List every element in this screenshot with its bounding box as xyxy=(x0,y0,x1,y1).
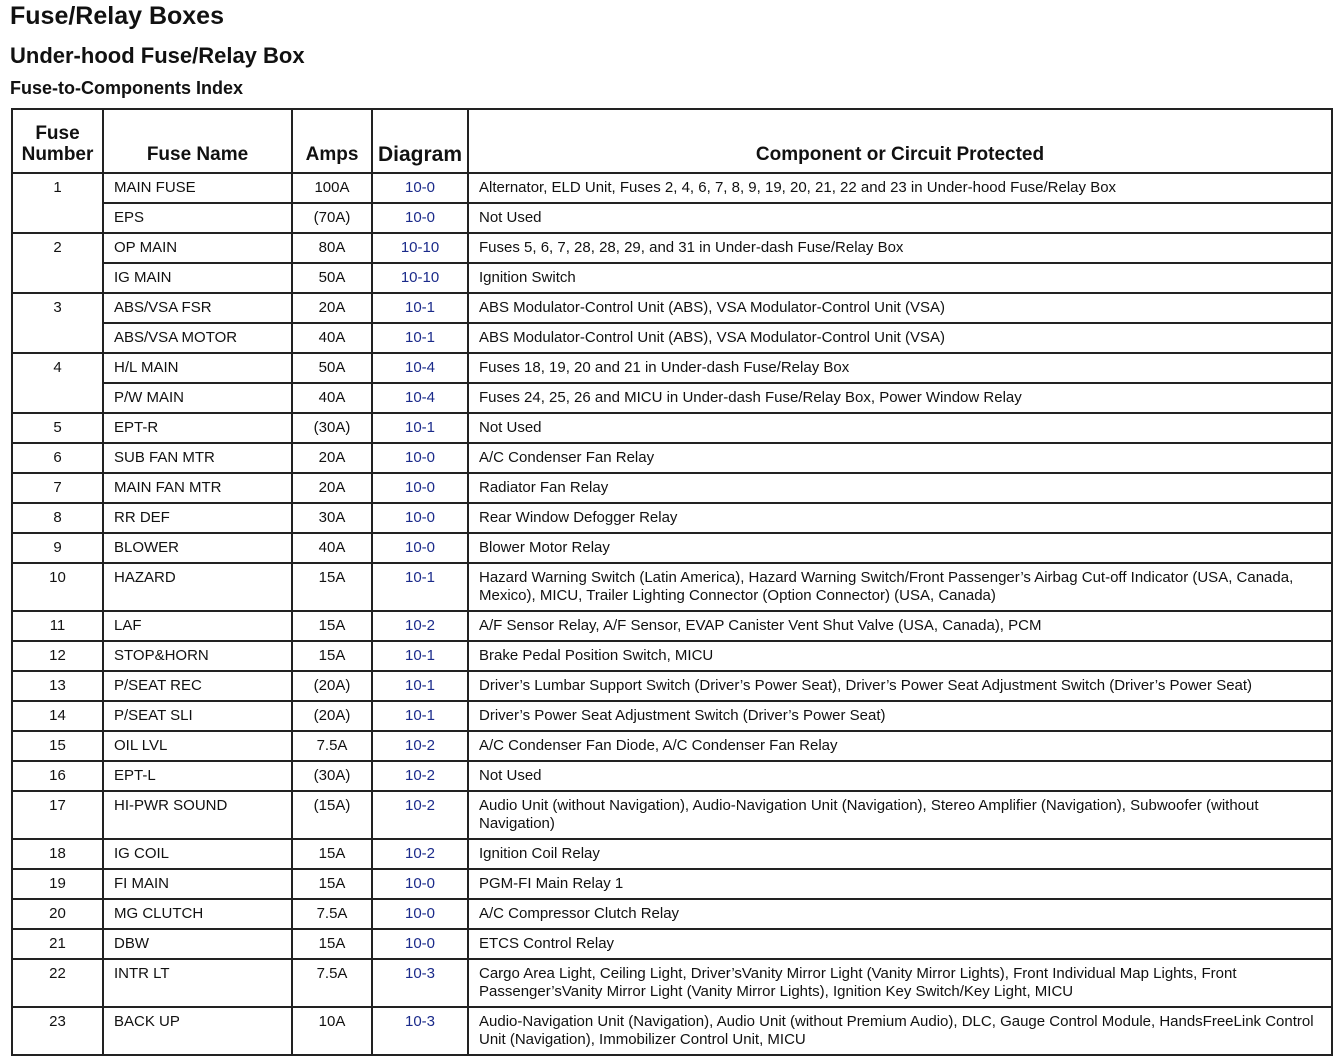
fuse-name-cell: H/L MAIN xyxy=(103,353,292,383)
fuse-name-cell: HAZARD xyxy=(103,563,292,611)
fuse-number-cell: 11 xyxy=(12,611,103,641)
table-row xyxy=(12,563,1332,611)
component-cell: Not Used xyxy=(468,761,1332,791)
amps-cell: 15A xyxy=(292,563,372,611)
amps-cell: (20A) xyxy=(292,701,372,731)
diagram-link[interactable]: 10-0 xyxy=(372,929,468,959)
fuse-number-cell: 4 xyxy=(12,353,103,383)
diagram-link[interactable]: 10-10 xyxy=(372,263,468,293)
component-cell: Blower Motor Relay xyxy=(468,533,1332,563)
fuse-number-cell: 21 xyxy=(12,929,103,959)
fuse-name-cell: SUB FAN MTR xyxy=(103,443,292,473)
component-cell: Driver’s Power Seat Adjustment Switch (Driver’s Power Seat) xyxy=(468,701,1332,731)
table-row xyxy=(12,701,1332,731)
component-cell: Radiator Fan Relay xyxy=(468,473,1332,503)
table-row xyxy=(12,611,1332,641)
diagram-link[interactable]: 10-1 xyxy=(372,323,468,353)
fuse-number-cell: 23 xyxy=(12,1007,103,1055)
diagram-link[interactable]: 10-2 xyxy=(372,839,468,869)
diagram-link[interactable]: 10-2 xyxy=(372,611,468,641)
component-cell: Ignition Switch xyxy=(468,263,1332,293)
component-cell: ETCS Control Relay xyxy=(468,929,1332,959)
table-row xyxy=(12,533,1332,563)
diagram-link[interactable]: 10-10 xyxy=(372,233,468,263)
subsection-title: Fuse-to-Components Index xyxy=(10,78,243,98)
table-row xyxy=(12,203,1332,233)
fuse-number-cell xyxy=(12,203,103,233)
header-fuse-number: Fuse Number xyxy=(12,109,103,173)
fuse-name-cell: P/W MAIN xyxy=(103,383,292,413)
fuse-name-cell: EPT-R xyxy=(103,413,292,443)
diagram-link[interactable]: 10-0 xyxy=(372,173,468,203)
amps-cell: (30A) xyxy=(292,413,372,443)
table-row xyxy=(12,263,1332,293)
amps-cell: 50A xyxy=(292,263,372,293)
amps-cell: (15A) xyxy=(292,791,372,839)
table-row xyxy=(12,443,1332,473)
table-row xyxy=(12,293,1332,323)
table-row xyxy=(12,929,1332,959)
fuse-name-cell: MAIN FAN MTR xyxy=(103,473,292,503)
table-row xyxy=(12,503,1332,533)
fuse-number-cell: 3 xyxy=(12,293,103,323)
table-row xyxy=(12,791,1332,839)
component-cell: Ignition Coil Relay xyxy=(468,839,1332,869)
diagram-link[interactable]: 10-0 xyxy=(372,503,468,533)
component-cell: Not Used xyxy=(468,203,1332,233)
fuse-name-cell: ABS/VSA FSR xyxy=(103,293,292,323)
fuse-number-cell: 2 xyxy=(12,233,103,263)
fuse-name-cell: OIL LVL xyxy=(103,731,292,761)
component-cell: Fuses 18, 19, 20 and 21 in Under-dash Fuse/Relay Box xyxy=(468,353,1332,383)
fuse-number-cell: 14 xyxy=(12,701,103,731)
fuse-number-cell: 19 xyxy=(12,869,103,899)
table-row xyxy=(12,353,1332,383)
component-cell: Audio Unit (without Navigation), Audio-Navigation Unit (Navigation), Stereo Amplifier (Navigation), Subwoofer (without Navigation) xyxy=(468,791,1332,839)
component-cell: Audio-Navigation Unit (Navigation), Audio Unit (without Premium Audio), DLC, Gauge Control Module, HandsFreeLink Control Unit (Navigation), Immobilizer Control Unit, MICU xyxy=(468,1007,1332,1055)
table-row xyxy=(12,323,1332,353)
table-row xyxy=(12,671,1332,701)
fuse-number-cell: 8 xyxy=(12,503,103,533)
fuse-name-cell: EPS xyxy=(103,203,292,233)
amps-cell: 15A xyxy=(292,839,372,869)
fuse-name-cell: DBW xyxy=(103,929,292,959)
amps-cell: 7.5A xyxy=(292,731,372,761)
header-component: Component or Circuit Protected xyxy=(468,109,1332,173)
fuse-name-cell: MAIN FUSE xyxy=(103,173,292,203)
component-cell: Not Used xyxy=(468,413,1332,443)
fuse-number-cell: 16 xyxy=(12,761,103,791)
diagram-link[interactable]: 10-1 xyxy=(372,293,468,323)
diagram-link[interactable]: 10-1 xyxy=(372,641,468,671)
section-title: Under-hood Fuse/Relay Box xyxy=(10,43,305,68)
fuse-index-table xyxy=(11,108,1333,1056)
component-cell: Driver’s Lumbar Support Switch (Driver’s Power Seat), Driver’s Power Seat Adjustment Switch (Driver’s Power Seat) xyxy=(468,671,1332,701)
fuse-name-cell: FI MAIN xyxy=(103,869,292,899)
fuse-number-cell: 20 xyxy=(12,899,103,929)
amps-cell: 100A xyxy=(292,173,372,203)
component-cell: A/C Condenser Fan Relay xyxy=(468,443,1332,473)
component-cell: Hazard Warning Switch (Latin America), Hazard Warning Switch/Front Passenger’s Airbag Cut-off Indicator (USA, Canada, Mexico), MICU, Trailer Lighting Connector (Option Connector) (USA, Canada) xyxy=(468,563,1332,611)
fuse-name-cell: LAF xyxy=(103,611,292,641)
diagram-link[interactable]: 10-2 xyxy=(372,731,468,761)
diagram-link[interactable]: 10-1 xyxy=(372,671,468,701)
fuse-number-cell xyxy=(12,383,103,413)
fuse-name-cell: HI-PWR SOUND xyxy=(103,791,292,839)
table-header-row xyxy=(12,109,1332,173)
header-amps: Amps xyxy=(292,109,372,173)
diagram-link[interactable]: 10-0 xyxy=(372,203,468,233)
fuse-name-cell: MG CLUTCH xyxy=(103,899,292,929)
component-cell: Cargo Area Light, Ceiling Light, Driver’sVanity Mirror Light (Vanity Mirror Lights), Front Individual Map Lights, Front Passenger’sVanity Mirror Light (Vanity Mirror Lights), Ignition Key Switch/Key Light, MICU xyxy=(468,959,1332,1007)
table-row xyxy=(12,473,1332,503)
component-cell: Fuses 5, 6, 7, 28, 28, 29, and 31 in Under-dash Fuse/Relay Box xyxy=(468,233,1332,263)
fuse-number-cell: 6 xyxy=(12,443,103,473)
diagram-link[interactable]: 10-2 xyxy=(372,761,468,791)
amps-cell: 40A xyxy=(292,383,372,413)
table-row xyxy=(12,839,1332,869)
table-row xyxy=(12,173,1332,203)
amps-cell: 7.5A xyxy=(292,899,372,929)
amps-cell: 20A xyxy=(292,293,372,323)
component-cell: A/F Sensor Relay, A/F Sensor, EVAP Canister Vent Shut Valve (USA, Canada), PCM xyxy=(468,611,1332,641)
header-diagram: Diagram xyxy=(372,109,468,173)
diagram-link[interactable]: 10-0 xyxy=(372,899,468,929)
fuse-number-cell xyxy=(12,323,103,353)
fuse-name-cell: BACK UP xyxy=(103,1007,292,1055)
amps-cell: 20A xyxy=(292,443,372,473)
fuse-number-cell: 1 xyxy=(12,173,103,203)
diagram-link[interactable]: 10-1 xyxy=(372,413,468,443)
amps-cell: (70A) xyxy=(292,203,372,233)
amps-cell: 15A xyxy=(292,611,372,641)
amps-cell: 40A xyxy=(292,533,372,563)
amps-cell: 15A xyxy=(292,929,372,959)
amps-cell: 15A xyxy=(292,869,372,899)
amps-cell: 30A xyxy=(292,503,372,533)
fuse-number-cell: 10 xyxy=(12,563,103,611)
page-title: Fuse/Relay Boxes xyxy=(10,2,224,30)
amps-cell: 40A xyxy=(292,323,372,353)
amps-cell: 50A xyxy=(292,353,372,383)
component-cell: Alternator, ELD Unit, Fuses 2, 4, 6, 7, 8, 9, 19, 20, 21, 22 and 23 in Under-hood Fuse/Relay Box xyxy=(468,173,1332,203)
fuse-name-cell: INTR LT xyxy=(103,959,292,1007)
component-cell: ABS Modulator-Control Unit (ABS), VSA Modulator-Control Unit (VSA) xyxy=(468,323,1332,353)
fuse-name-cell: ABS/VSA MOTOR xyxy=(103,323,292,353)
table-row xyxy=(12,1007,1332,1055)
diagram-link[interactable]: 10-0 xyxy=(372,473,468,503)
component-cell: Fuses 24, 25, 26 and MICU in Under-dash Fuse/Relay Box, Power Window Relay xyxy=(468,383,1332,413)
fuse-number-cell: 7 xyxy=(12,473,103,503)
fuse-number-cell: 5 xyxy=(12,413,103,443)
component-cell: Brake Pedal Position Switch, MICU xyxy=(468,641,1332,671)
diagram-link[interactable]: 10-4 xyxy=(372,353,468,383)
fuse-name-cell: STOP&HORN xyxy=(103,641,292,671)
diagram-link[interactable]: 10-1 xyxy=(372,701,468,731)
table-row xyxy=(12,959,1332,1007)
table-row xyxy=(12,731,1332,761)
fuse-number-cell: 17 xyxy=(12,791,103,839)
amps-cell: (30A) xyxy=(292,761,372,791)
table-body xyxy=(12,173,1332,1055)
fuse-name-cell: IG MAIN xyxy=(103,263,292,293)
amps-cell: 20A xyxy=(292,473,372,503)
fuse-number-cell: 22 xyxy=(12,959,103,1007)
table-row xyxy=(12,761,1332,791)
component-cell: ABS Modulator-Control Unit (ABS), VSA Modulator-Control Unit (VSA) xyxy=(468,293,1332,323)
table-row xyxy=(12,641,1332,671)
fuse-number-cell: 13 xyxy=(12,671,103,701)
diagram-link[interactable]: 10-2 xyxy=(372,791,468,839)
fuse-name-cell: P/SEAT SLI xyxy=(103,701,292,731)
amps-cell: 7.5A xyxy=(292,959,372,1007)
diagram-link[interactable]: 10-0 xyxy=(372,869,468,899)
diagram-link[interactable]: 10-3 xyxy=(372,959,468,1007)
table-row xyxy=(12,869,1332,899)
header-fuse-name: Fuse Name xyxy=(103,109,292,173)
amps-cell: 15A xyxy=(292,641,372,671)
fuse-name-cell: P/SEAT REC xyxy=(103,671,292,701)
component-cell: A/C Condenser Fan Diode, A/C Condenser Fan Relay xyxy=(468,731,1332,761)
fuse-name-cell: EPT-L xyxy=(103,761,292,791)
fuse-name-cell: BLOWER xyxy=(103,533,292,563)
table-row xyxy=(12,383,1332,413)
diagram-link[interactable]: 10-1 xyxy=(372,563,468,611)
diagram-link[interactable]: 10-0 xyxy=(372,533,468,563)
amps-cell: 10A xyxy=(292,1007,372,1055)
component-cell: A/C Compressor Clutch Relay xyxy=(468,899,1332,929)
fuse-number-cell: 18 xyxy=(12,839,103,869)
amps-cell: (20A) xyxy=(292,671,372,701)
table-row xyxy=(12,413,1332,443)
component-cell: PGM-FI Main Relay 1 xyxy=(468,869,1332,899)
diagram-link[interactable]: 10-4 xyxy=(372,383,468,413)
table-row xyxy=(12,899,1332,929)
fuse-number-cell: 15 xyxy=(12,731,103,761)
fuse-number-cell: 12 xyxy=(12,641,103,671)
fuse-number-cell: 9 xyxy=(12,533,103,563)
fuse-name-cell: IG COIL xyxy=(103,839,292,869)
component-cell: Rear Window Defogger Relay xyxy=(468,503,1332,533)
diagram-link[interactable]: 10-0 xyxy=(372,443,468,473)
fuse-name-cell: OP MAIN xyxy=(103,233,292,263)
fuse-number-cell xyxy=(12,263,103,293)
fuse-name-cell: RR DEF xyxy=(103,503,292,533)
amps-cell: 80A xyxy=(292,233,372,263)
diagram-link[interactable]: 10-3 xyxy=(372,1007,468,1055)
table-row xyxy=(12,233,1332,263)
